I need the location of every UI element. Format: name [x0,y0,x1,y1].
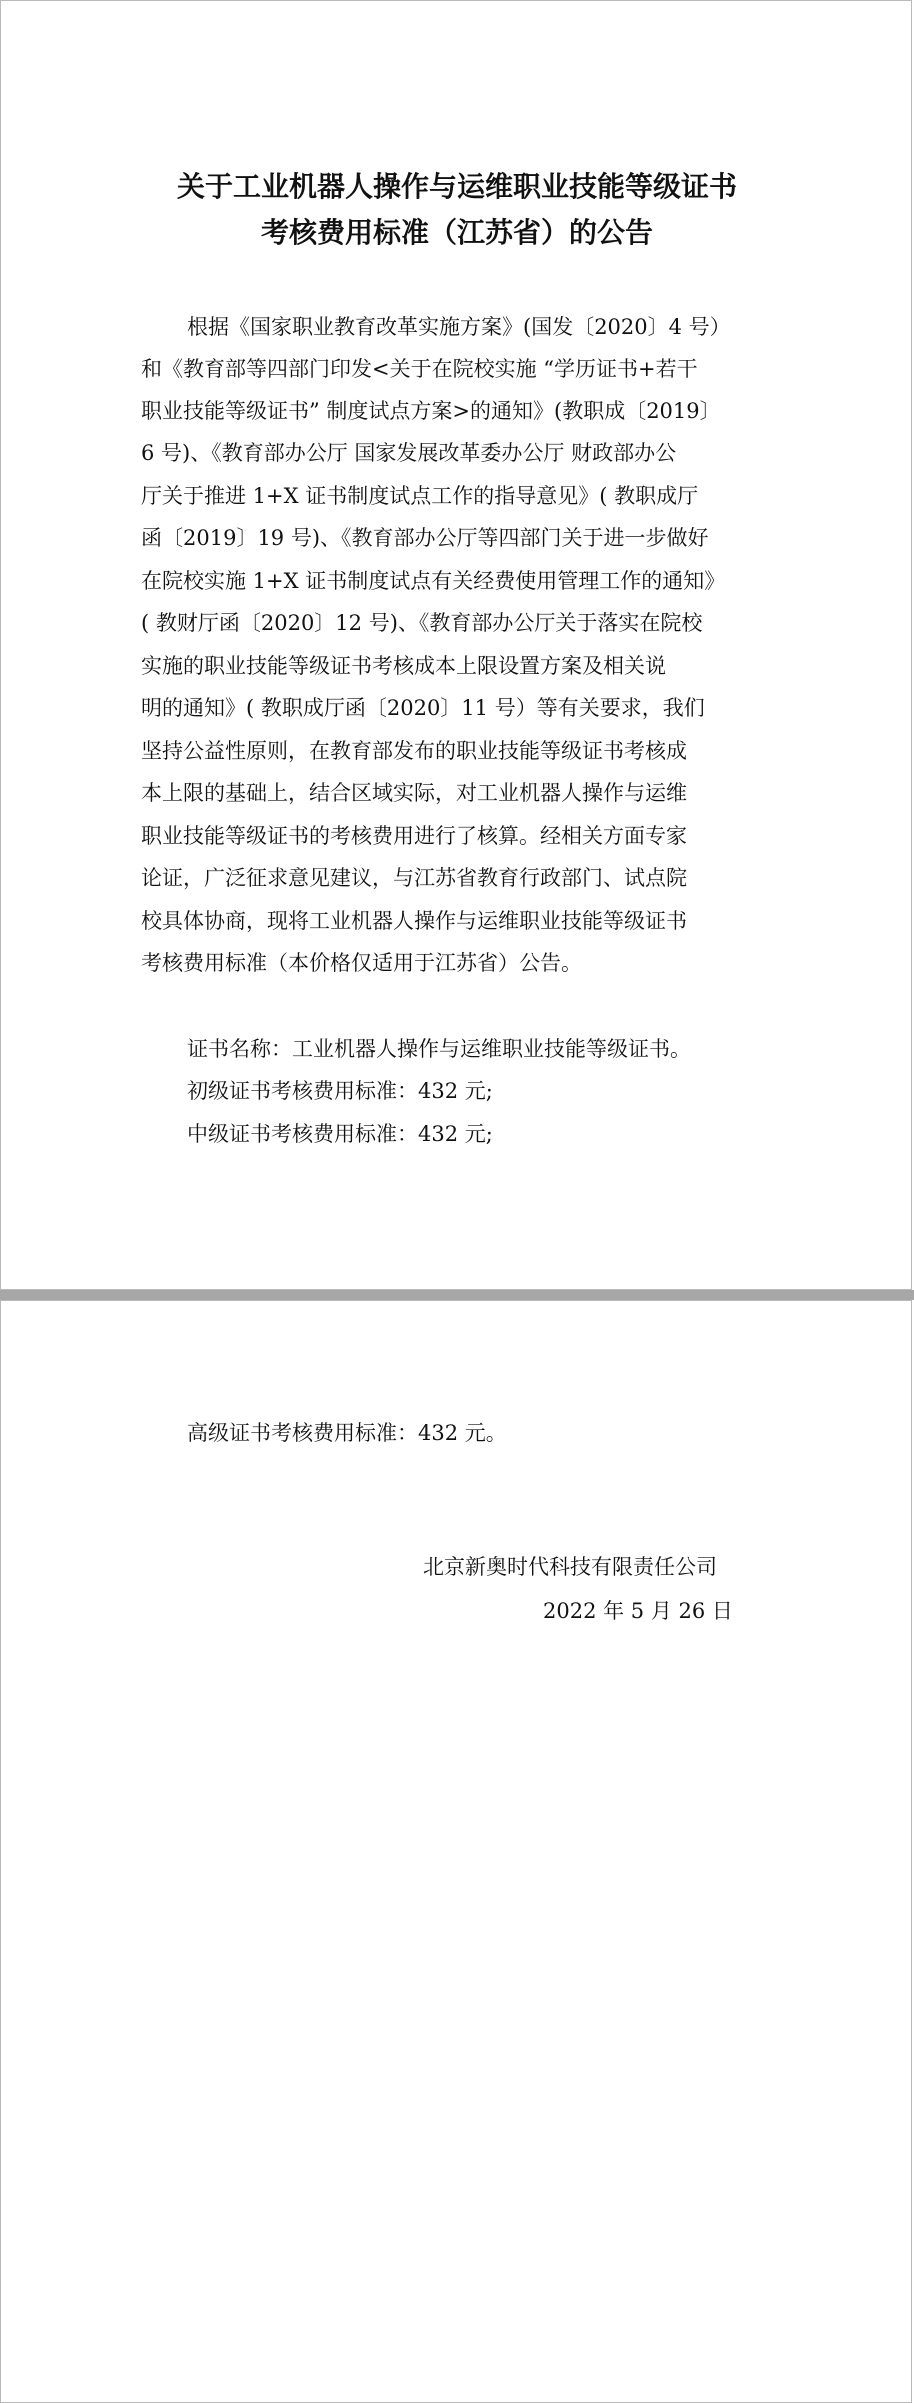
body-paragraph-line: 坚持公益性原则，在教育部发布的职业技能等级证书考核成 [141,739,687,763]
fee-primary: 初级证书考核费用标准：432 元; [187,1079,493,1103]
body-paragraph-line: 和《教育部等四部门印发<关于在院校实施 “学历证书+若干 [141,357,698,381]
body-paragraph-line: 职业技能等级证书的考核费用进行了核算。经相关方面专家 [141,824,687,848]
body-paragraph-line: 函〔2019〕19 号)、《教育部办公厅等四部门关于进一步做好 [141,526,709,550]
body-paragraph-line: ( 教财厅函〔2020〕12 号)、《教育部办公厅关于落实在院校 [141,611,703,635]
fee-intermediate: 中级证书考核费用标准：432 元; [187,1122,493,1146]
body-paragraph-line: 论证，广泛征求意见建议，与江苏省教育行政部门、试点院 [141,866,687,890]
page-separator [0,1290,914,1300]
signature-date: 2022 年 5 月 26 日 [543,1599,733,1623]
body-paragraph-line: 本上限的基础上，结合区域实际，对工业机器人操作与运维 [141,781,687,805]
signature-company: 北京新奥时代科技有限责任公司 [423,1555,717,1579]
body-paragraph-line: 根据《国家职业教育改革实施方案》(国发〔2020〕4 号） [187,315,731,339]
body-paragraph-line: 校具体协商，现将工业机器人操作与运维职业技能等级证书 [141,909,687,933]
certificate-name: 证书名称：工业机器人操作与运维职业技能等级证书。 [187,1037,691,1061]
fee-advanced: 高级证书考核费用标准：432 元。 [187,1421,507,1445]
body-paragraph-line: 6 号)、《教育部办公厅 国家发展改革委办公厅 财政部办公 [141,441,677,465]
document-title-line-1: 关于工业机器人操作与运维职业技能等级证书 [176,170,737,203]
body-paragraph-line: 考核费用标准（本价格仅适用于江苏省）公告。 [141,951,582,975]
document-title-line-2: 考核费用标准（江苏省）的公告 [260,216,653,249]
body-paragraph-line: 在院校实施 1+X 证书制度试点有关经费使用管理工作的通知》 [141,569,726,593]
body-paragraph-line: 明的通知》( 教职成厅函〔2020〕11 号）等有关要求，我们 [141,696,705,720]
document-page-2 [0,1300,912,2403]
body-paragraph-line: 厅关于推进 1+X 证书制度试点工作的指导意见》( 教职成厅 [141,484,699,508]
body-paragraph-line: 实施的职业技能等级证书考核成本上限设置方案及相关说 [141,654,666,678]
body-paragraph-line: 职业技能等级证书” 制度试点方案>的通知》(教职成〔2019〕 [141,399,721,423]
